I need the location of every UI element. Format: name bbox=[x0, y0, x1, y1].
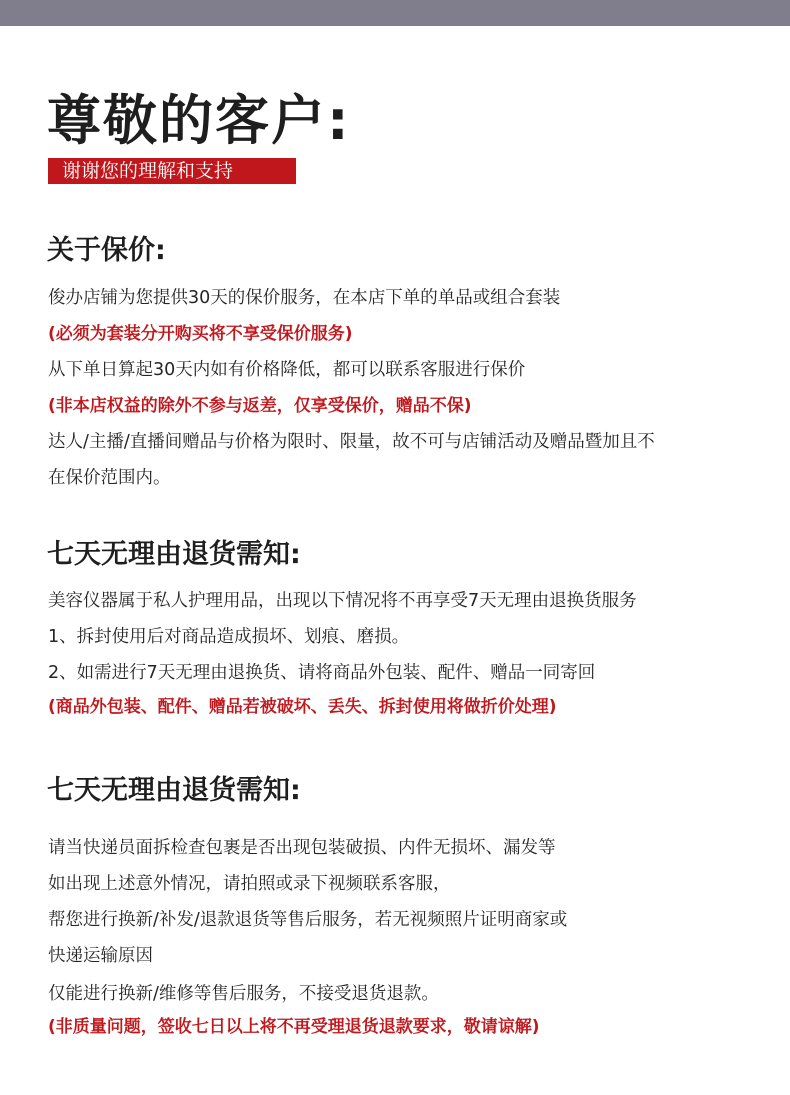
delivery-inspection-line: 请当快递员面拆检查包裹是否出现包装破损、内件无损坏、漏发等 bbox=[48, 838, 556, 858]
price-protection-note: (非本店权益的除外不参与返差，仅享受保价，赠品不保) bbox=[48, 396, 472, 416]
delivery-inspection-line: 快递运输原因 bbox=[48, 946, 153, 966]
delivery-inspection-line: 仅能进行换新/维修等售后服务，不接受退货退款。 bbox=[48, 984, 439, 1004]
section-heading-delivery-inspection: 七天无理由退货需知: bbox=[47, 775, 301, 806]
price-protection-line: 达人/主播/直播间赠品与价格为限时、限量，故不可与店铺活动及赠品暨加且不 bbox=[48, 432, 655, 452]
return-policy-line: 1、拆封使用后对商品造成损坏、划痕、磨损。 bbox=[48, 627, 410, 647]
return-policy-note: (商品外包装、配件、赠品若被破坏、丢失、拆封使用将做折价处理) bbox=[48, 697, 557, 717]
page-title: 尊敬的客户: bbox=[47, 89, 351, 152]
delivery-inspection-note: (非质量问题，签收七日以上将不再受理退货退款要求，敬请谅解) bbox=[48, 1017, 540, 1037]
price-protection-line: 俊办店铺为您提供30天的保价服务，在本店下单的单品或组合套装 bbox=[48, 288, 561, 308]
subtitle-badge: 谢谢您的理解和支持 bbox=[48, 158, 296, 184]
section-heading-price-protection: 关于保价: bbox=[47, 235, 166, 266]
section-heading-return-policy: 七天无理由退货需知: bbox=[47, 539, 301, 570]
price-protection-line: 在保价范围内。 bbox=[48, 468, 171, 488]
delivery-inspection-line: 如出现上述意外情况，请拍照或录下视频联系客服， bbox=[48, 874, 451, 894]
delivery-inspection-line: 帮您进行换新/补发/退款退货等售后服务，若无视频照片证明商家或 bbox=[48, 910, 568, 930]
price-protection-note: (必须为套装分开购买将不享受保价服务) bbox=[48, 324, 353, 344]
price-protection-line: 从下单日算起30天内如有价格降低，都可以联系客服进行保价 bbox=[48, 360, 526, 380]
return-policy-line: 2、如需进行7天无理由退换货、请将商品外包装、配件、赠品一同寄回 bbox=[48, 663, 596, 683]
top-bar bbox=[0, 0, 790, 26]
return-policy-line: 美容仪器属于私人护理用品，出现以下情况将不再享受7天无理由退换货服务 bbox=[48, 591, 637, 611]
